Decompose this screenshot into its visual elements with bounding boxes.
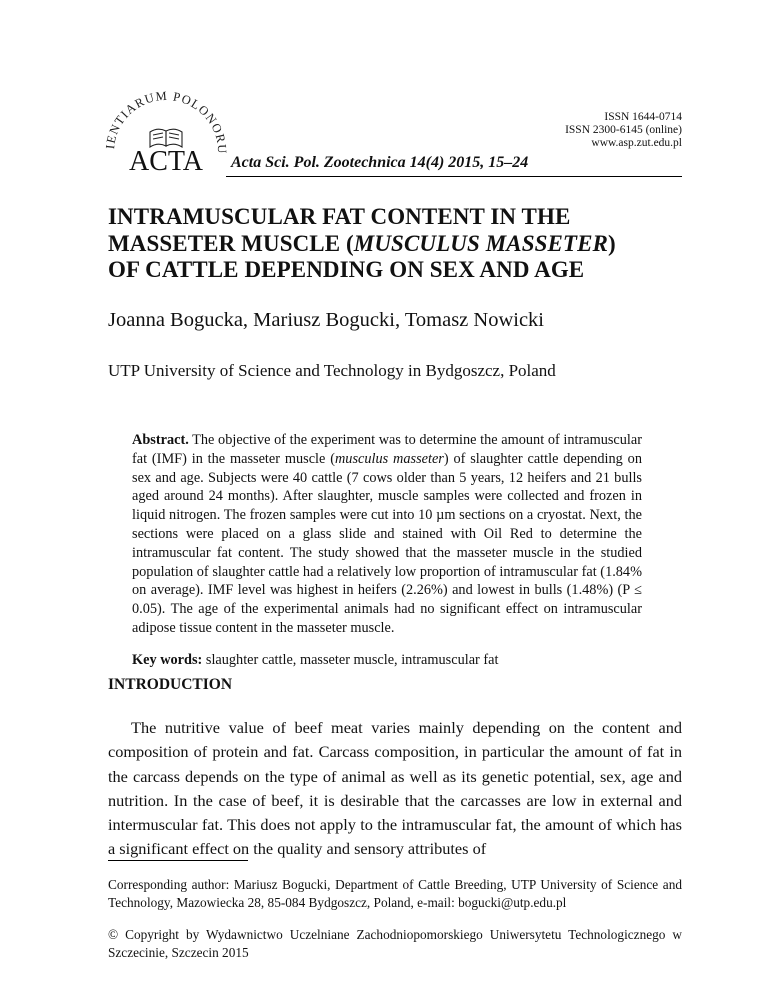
- abstract-text-1: The objective of the experiment was to determine the amount of intramuscular fat (IMF) in the masseter muscle (: [132, 432, 642, 467]
- logo-word: ACTA: [129, 146, 203, 174]
- affiliation: UTP University of Science and Technology in Bydgoszcz, Poland: [108, 361, 556, 380]
- section-heading-introduction: INTRODUCTION: [108, 676, 233, 693]
- title-line-2-suffix: ): [607, 230, 616, 256]
- open-book-icon: [150, 129, 182, 147]
- issn-block: [565, 111, 682, 150]
- title-line-2-italic: MUSCULUS MASSETER: [353, 230, 608, 256]
- abstract-text-2: ) of slaughter cattle depending on sex and age. Subjects were 40 cattle (7 cows older than 5 years, 12 heifers and 21 bulls aged around 24 months). After slaughter, muscle samples were collected and frozen in liquid nitrogen. The frozen samples were cut into 10 µm sections on a cryostat. Next, the sections were placed on a glass slide and stained with Oil Red to determine the intramuscular fat content. The study showed that the masseter muscle in the studied population of slaughter cattle had a relatively low proportion of intramuscular fat (1.84% on average). IMF level was highest in heifers (2.26%) and lowest in bulls (1.48%) (P ≤ 0.05). The age of the experimental animals had no significant effect on intramuscular adipose tissue content in the masseter muscle.: [132, 450, 642, 636]
- abstract: [132, 431, 642, 638]
- journal-website[interactable]: www.asp.zut.edu.pl: [591, 137, 682, 149]
- issn-online: ISSN 2300-6145 (online): [565, 124, 682, 136]
- footnote-rule: [108, 860, 248, 861]
- journal-citation: Acta Sci. Pol. Zootechnica 14(4) 2015, 15–24: [231, 154, 529, 171]
- issn-print: ISSN 1644-0714: [604, 111, 682, 123]
- logo-arc-text: IENTIARUM POLONORU: [103, 88, 230, 155]
- title-line-3: OF CATTLE DEPENDING ON SEX AND AGE: [108, 257, 585, 282]
- introduction-paragraph: The nutritive value of beef meat varies mainly depending on the content and composition of protein and fat. Carcass composition, in particular the amount of fat in the carcass depends on the type of animal as well as its genetic potential, sex, age and nutrition. In the case of beef, it is desirable that the carcasses are low in external and intermuscular fat. This does not apply to the intramuscular fat, the amount of which has a significant effect on the quality and sensory attributes of: [108, 718, 682, 859]
- keywords-label: Key words:: [132, 652, 203, 668]
- corresponding-author-footnote: Corresponding author: Mariusz Bogucki, Department of Cattle Breeding, UTP University of Science and Technology, Mazowiecka 28, 85-084 Bydgoszcz, Poland, e-mail: bogucki@utp.edu.pl: [108, 877, 682, 910]
- journal-logo: [100, 86, 232, 174]
- article-title: [108, 204, 668, 284]
- title-line-1: INTRAMUSCULAR FAT CONTENT IN THE: [108, 204, 571, 229]
- abstract-italic: musculus masseter: [334, 450, 444, 467]
- keywords-text: slaughter cattle, masseter muscle, intramuscular fat: [205, 652, 499, 668]
- authors: Joanna Bogucka, Mariusz Bogucki, Tomasz Nowicki: [108, 309, 545, 331]
- header-rule: [226, 176, 682, 177]
- keywords: [132, 652, 642, 669]
- abstract-label: Abstract.: [132, 432, 189, 448]
- title-line-2-prefix: MASSETER MUSCLE (: [108, 230, 354, 256]
- copyright-notice: © Copyright by Wydawnictwo Uczelniane Zachodniopomorskiego Uniwersytetu Technologicznego w Szczecinie, Szczecin 2015: [108, 927, 682, 960]
